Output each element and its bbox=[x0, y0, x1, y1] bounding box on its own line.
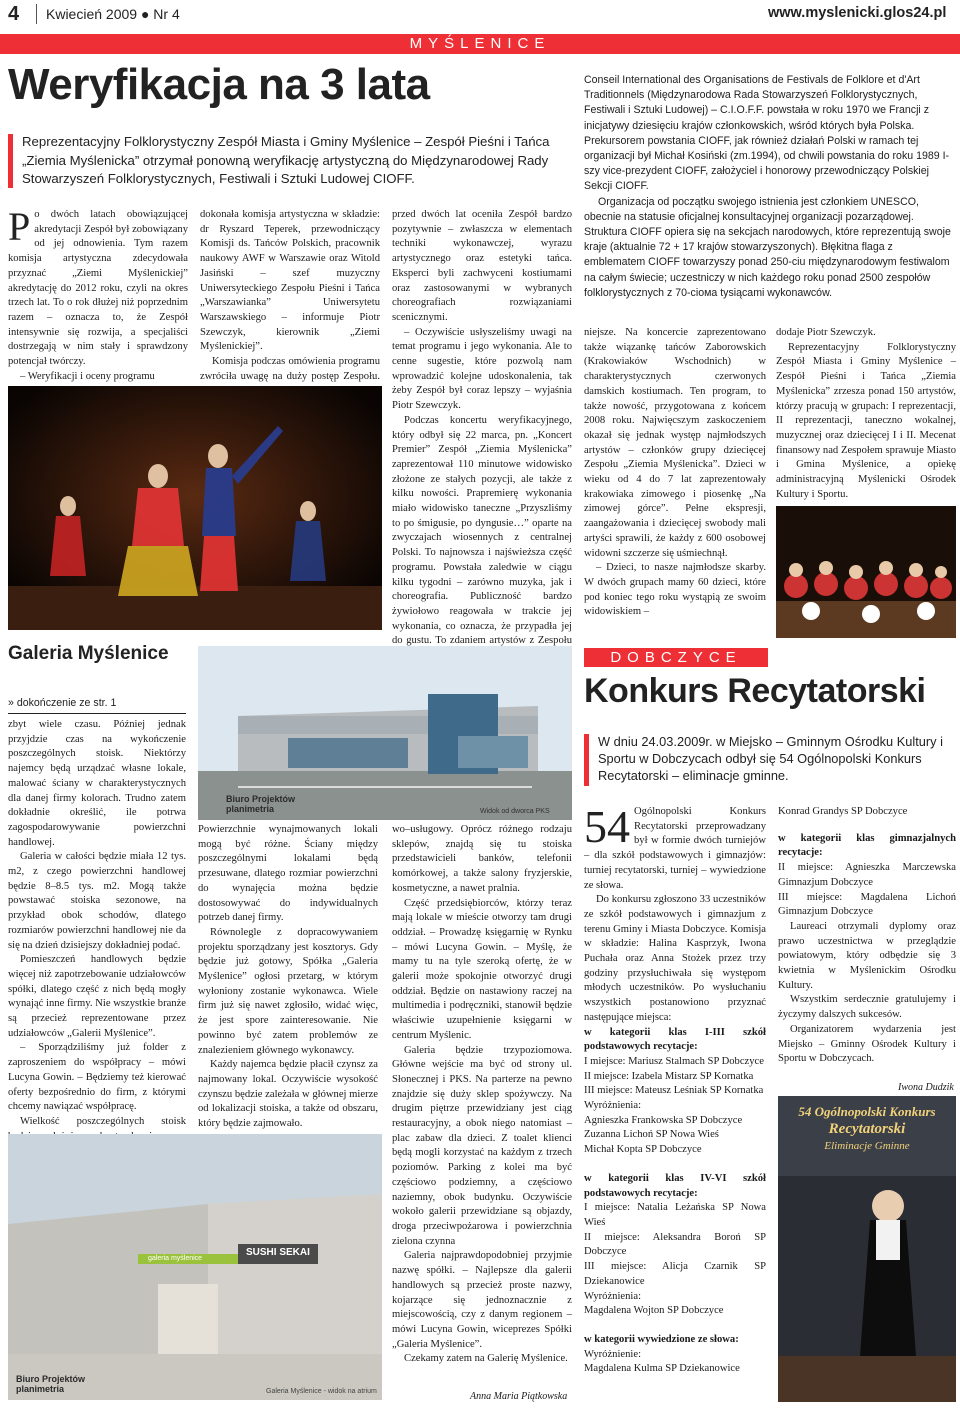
lead-marker bbox=[8, 134, 13, 188]
article1-column-1: P o dwóch latach obowiązującej akredytacji Zespół był zobowiązany od jej odnowienia. Tym razem komisja artystyczna zdecydowała przyznać „Ziemi Myślenickiej” akredytację do 2012 roku, czyli na okres trzech lat. To o rok dłużej niż poprzednim razem – oznacza to, że Zespół intensywnie się rozwija, a specjaliści dostrzegają w nim stały i sprawdzony potencjał twórczy. – Weryfikacji i oceny programu bbox=[8, 204, 188, 382]
galeria-exterior-render bbox=[198, 646, 572, 820]
children-photo bbox=[776, 506, 956, 638]
render2-caption: Galeria Myślenice - widok na atrium bbox=[266, 1388, 377, 1395]
dobczyce-label: DOBCZYCE bbox=[610, 649, 742, 666]
article3-author: Iwona Dudzik bbox=[898, 1082, 954, 1093]
banner-line-2: Recytatorski bbox=[828, 1121, 906, 1137]
article1-column-4: niejsze. Na koncercie zaprezentowano także wiązankę tańców Zaborowskich (Krakowiaków Wschodnich) w charakterystycznych czerwonych damskich kostiumach. Ten program, to także nowość, przygotowana z końcem 2008 roku. Najwięcszym zaskoczeniem okazał się jednak występ najmłodszych artystów – członków grupy dziecięcej Zespołu „Ziemia Myślenicka”. Dzieci w wieku od 4 do 7 lat zaprezentowały krakowiaka zimowego i piosenkę „Na zimowej górce”. Pełne ekspresji, zaangażowania i dziecięcej swobody mali artyści sprawili, że każdy z 600 osobowej widowni szczerze się uśmiechnął. – Dzieci, to nasze najmłodsze skarby. W dwóch grupach mamy 60 dzieci, które pod koniec tego roku wystąpią ze swoim widowiskiem – bbox=[584, 327, 766, 618]
banner-line-3: Eliminacje Gminne bbox=[824, 1140, 910, 1152]
section-bar bbox=[0, 34, 960, 54]
section-label: MYŚLENICE bbox=[409, 35, 551, 52]
issue-label: Kwiecień 2009 ● Nr 4 bbox=[46, 6, 180, 22]
big-number: 54 bbox=[584, 801, 630, 852]
article1-column-2: dokonała komisja artystyczna w składzie: dr Ryszard Teperek, przewodniczący Komisji ds. Tańców Polskich, pracownik naukowy AWF w Warszawie oraz Witold Jasiński – szef muzyczny Uniwersyteckiego Zespołu Pieśni i Tańca „Warszawianka” Uniwersytetu Warszawskiego – informuje Piotr Szewczyk, kierownik „Ziemi Myślenickiej”. Komisja podczas omówienia programu zwróciła uwagę na duży postęp Zespołu. bbox=[200, 209, 380, 382]
header-divider bbox=[36, 4, 37, 24]
konkurs-lead-marker bbox=[584, 734, 589, 786]
recitation-photo bbox=[778, 1096, 956, 1402]
article2-author: Anna Maria Piątkowska bbox=[470, 1391, 568, 1402]
page-number: 4 bbox=[8, 3, 20, 25]
article1-column-3: przed dwóch lat oceniła Zespół bardzo pozytywnie – zwłaszcza w elementach techniki wykonawczej, wyrazu artystycznego oraz estetyki tańca. Eksperci byli zachwyceni kostiumami oraz zastosowanymi w wybranych choreografiach rozwiązaniami scenicznymi. – Oczywiście usłyszeliśmy uwagi na temat programu i jego wykonania. Ale to cenne sugestie, które pozwolą nam wprowadzić kolejne udoskonalenia, tak żeby Zespół był coraz lepszy – wyjaśnia Piotr Szewczyk. Podczas koncertu weryfikacyjnego, który odbył się 22 marca, pn. „Koncert Premier” Zespół „Ziemia Myślenicka” zaprezentował 110 minutowe widowisko złożone ze stałych pozycji, ale także z kilku nowości. Prapremierę wykonania miało widowisko taneczne „Przyszliśmy to po śmigusie, po dyngusie…” oparte na zwyczajach wiosennych z centralnej Polski. To najnowsza i najświeższa część programu. Powstała zaledwie w ciągu kilku tygodni – zarówno muzyka, jak i choreografia. Publiczność bardzo żywiołowo reagowała w trakcie jej wykonania, co oznacza, że przypadła jej do gustu. To zdaniem artystów z Zespołu bbox=[392, 209, 572, 647]
article3-column-2: Konrad Grandys SP Dobczyce w kategorii klas gimnazjalnych recytacje: II miejsce: Agnieszka Marczewska Gimnazjum Dobczyce III miejsce: Magdalena Lichoń Gimnazjum Dobczyce Laureaci otrzymali dyplomy oraz prawo uczestnictwa w przeglądzie powiatowym, który odbędzie się 3 kwietnia w Myślenickim Ośrodku Kultury. Wszystkim serdecznie gratulujemy i życzymy dalszych sukcesów. Organizatorem wydarzenia jest Miejsko – Gminny Ośrodek Kultury i Sportu w Dobczycach. bbox=[778, 806, 956, 1065]
dropcap: P bbox=[8, 204, 31, 249]
article2-column-2: Powierzchnie wynajmowanych lokali mogą być różne. Ściany między poszczególnymi lokalami będą przesuwane, dlatego rozmiar powierzchni do wynajęcia można będzie dostosowywać do indywidualnych potrzeb danej firmy. Równolegle z dopracowywaniem projektu sporządzany jest kosztorys. Gdy będzie już gotowy, Spółka „Galeria Myślenice” ogłosi przetarg, w którym wyłoniony zostanie wykonawca. Wiele firm już się nawet zgłosiło, widać więc, że jest spore zainteresowanie. Nie powinno być zatem problemów ze znalezieniem głównego wykonawcy. Każdy najemca będzie płacił czynsz za najmowany lokal. Oczywiście wysokość czynszu będzie zależała w głównej mierze od lokalizacji stoiska, a także od obszaru, który będzie zajmowało. bbox=[198, 824, 378, 1130]
article2-column-3: wo–usługowy. Oprócz różnego rodzaju sklepów, znajdą się tu stoiska przedstawicieli banków, telefonii komórkowej, a także salony fryzjerskie, kosmetyczne, a nawet pralnia. Część przedsiębiorców, którzy teraz mają lokale w mieście otworzy tam drugi oddział. – Prowadzę księgarnię w Rynku – mówi Lucyna Gowin. – Myślę, że mamy tu na tyle szeroką ofertę, że w galerii może spokojnie otworzyć drugi oddział. Będzie on nastawiony raczej na multimedia i podręczniki, stanowił będzie właściwie uzupełnienie księgarni w centrum Myślenic. Galeria będzie trzypoziomowa. Główne wejście ma być od strony ul. Słonecznej i PKS. Na parterze na pewno znajdzie się duży sklep spożywczy. Na drugim piętrze przewidziany jest ciąg restauracyjny, a obok niego natomiast – plac zabaw dla dzieci. Z toalet klienci będą mogli korzystać na każdym z trzech poziomów. Parking z kolei ma być częściowo podziemny, a częściowo naziemny, obok budynku. Oczywiście wokoło galerii przewidziane są objazdy, droga przeciwpożarowa i powierzchnia zielona czynna Galeria najprawdopodobniej przyjmie nazwę spółki. – Najlepsze dla galerii handlowych są przecież proste nazwy, kojarzące się jednoznacznie z miejscowością, czy z danym regionem – mówi Lucyna Gowin, wiceprezes Spółki „Galeria Myślenice”. Czekamy zatem na Galerię Myślenice. bbox=[392, 824, 572, 1365]
continued-note[interactable]: » dokończenie ze str. 1 bbox=[8, 697, 117, 709]
dancers-photo bbox=[8, 386, 382, 630]
render1-logo: Biuro Projektów planimetria bbox=[226, 794, 296, 814]
sign-galeria: galeria myślenice bbox=[148, 1255, 203, 1262]
article2-column-1: zbyt wiele czasu. Później jednak przyjdzie czas na wykończenie poszczególnych stoisk. Niektórzy najemcy będą urządzać własne lokale, malować ściany w charakterystycznych dla danej firmy kolorach. Trudno zatem dokładnie określić, ile potrwa zagospodarowywanie powierzchni handlowej. Galeria w całości będzie miała 12 tys. m2, z czego powierzchni handlowej będzie 8–8.5 tys. m2. Mogą także powstawać stoiska sezonowe, na przykład obok schodów, dlatego rozmiarów powierzchni handlowej nie da się na dzień dzisiejszy dokładniej podać. Pomieszczeń handlowych będzie więcej niż zapotrzebowanie udziałowców spółki, dlatego część z nich będą mogły wynająć inne firmy. Nie wszystkie branże są przecież reprezentowane przez udziałowców „Galerii Myślenice”. – Sporządziliśmy już folder z zaproszeniem do współpracy – mówi Lucyna Gowin. – Będziemy też kierować oferty bezpośrednio do firm, z którymi chcemy nawiązać współpracę. Wielkość poszczególnych stoisk bbox=[8, 719, 186, 1127]
galeria-atrium-render bbox=[8, 1134, 382, 1400]
render2-logo: Biuro Projektów planimetria bbox=[16, 1374, 86, 1394]
article-title: Weryfikacja na 3 lata bbox=[8, 60, 430, 109]
article-lead: Reprezentacyjny Folklorystyczny Zespół Miasta i Gminy Myślenice – Zespół Pieśni i Tańca „Ziemia Myślenicka” otrzymał ponowną weryfikację artystyczną do Międzynarodowej Rady Stowarzyszeń Folklorystycznych, Festiwali i Sztuki Ludowej CIOFF. bbox=[22, 134, 550, 186]
konkurs-title: Konkurs Recytatorski bbox=[584, 672, 926, 710]
site-url[interactable]: www.myslenicki.glos24.pl bbox=[768, 5, 947, 21]
sign-sushi: SUSHI SEKAI bbox=[246, 1247, 310, 1258]
dobczyce-bar bbox=[584, 648, 768, 667]
cioff-box: Conseil International des Organisations de Festivals de Folklore et d'Art Traditionnels (Międzynarodowa Rada Stowarzyszeń Folklorystycznych, Festiwali i Sztuki Ludowej) – C.I.O.F.F. powstała w roku 1970 we Francji z inicjatywy dziesięciu krajów członkowskich, wśród których była Polska. Prekursorem powstania CIOFF, jak również działań Polski w ramach tej organizacji był Michał Kosiński (zm.1994), od chwili powstania do roku 1989 I-szy vice-prezydent CIOFF, założyciel i honorowy przewodniczący Polskiej Sekcji CIOFF. Organizacja od początku swojego istnienia jest członkiem UNESCO, obecnie na statusie oficjalnej konsultacyjnej organizacji pozarządowej. Struktura CIOFF opiera się na sekcjach narodowych, które reprezentują swoje kraje (aktualnie 72 + 17 krajów stowarzyszonych). Błękitna flaga z emblematem CIOFF towarzyszy ponad 250-ciu międzynarodowym festiwalom na całym świecie; uczestniczy w nich każdego roku ponad 2500 zespołów folklorystycznych z 70-ciома tysiącami wykonawców. bbox=[584, 74, 951, 299]
banner-line-1: 54 Ogólnopolski Konkurs bbox=[798, 1104, 936, 1119]
title-rule bbox=[8, 713, 186, 714]
render1-caption: Widok od dworca PKS bbox=[480, 808, 550, 815]
konkurs-lead: W dniu 24.03.2009r. w Miejsko – Gminnym Ośrodku Kultury i Sportu w Dobczycach odbył się 54 Ogólnopolski Konkurs Recytatorski – eliminacje gminne. bbox=[598, 734, 943, 783]
article1-column-5: dodaje Piotr Szewczyk. Reprezentacyjny Folklorystyczny Zespół Miasta i Gminy Myślenice – Zespół Pieśni i Tańca „Ziemia Myślenicka” zrzesza ponad 150 artystów, którzy pracują w grupach: I reprezentacji, II reprezentacji, taneczno wokalnej, muzycznej oraz dziecięcej I i II. Mecenat finansowy nad Zespołem sprawuje Miasto i Gmina Myślenice, a opiekę administracyjną Myślenicki Ośrodek Kultury i Sportu. bbox=[776, 327, 956, 500]
galeria-title: Galeria Myślenice bbox=[8, 643, 169, 664]
article3-column-1: 54 Ogólnopolski Konkurs Recytatorski przeprowadzany był w formie dwóch turniejów – dla szkół podstawowych i gimnazjów: turniej recytatorski, turniej – wywiedzione ze słowa. Do konkursu zgłoszono 33 uczestników ze szkół podstawowych i gimnazjum z terenu Gminy i Miasta Dobczyce. Komisja w składzie: Halina Kasprzyk, Iwona Puchała oraz Anna Stożek przez trzy godziny przysłuchiwała się występom młodych uczestników. Po wysłuchaniu wszystkich postanowiono przyznać następujące miejsca: w kategorii klas I-III szkół podstawowych recytacje: I miejsce: Mariusz Stalmach SP Dobczyce II miejsce: Izabela Mistarz SP Kornatka III miejsce: Mateusz Leśniak SP Kornatka Wyróżnienia: Agnieszka Frankowska SP Dobczyce Zuzanna Lichoń SP Nowa Wieś Michał Kopta SP Dobczyce w kategorii klas IV-VI szkół podstawowych recytacje: I miejsce: Natalia Leżańska SP Nowa Wieś II miejsce: Aleksandra Boroń SP Dobczyce III miejsce: Alicja Czarnik SP Dziekanowice Wyróżnienia: Magdalena Wojton SP Dobczyce w kategorii wywiedzione ze słowa: Wyróżnienie: Magdalena Kulma SP Dziekanowice bbox=[584, 801, 766, 1375]
